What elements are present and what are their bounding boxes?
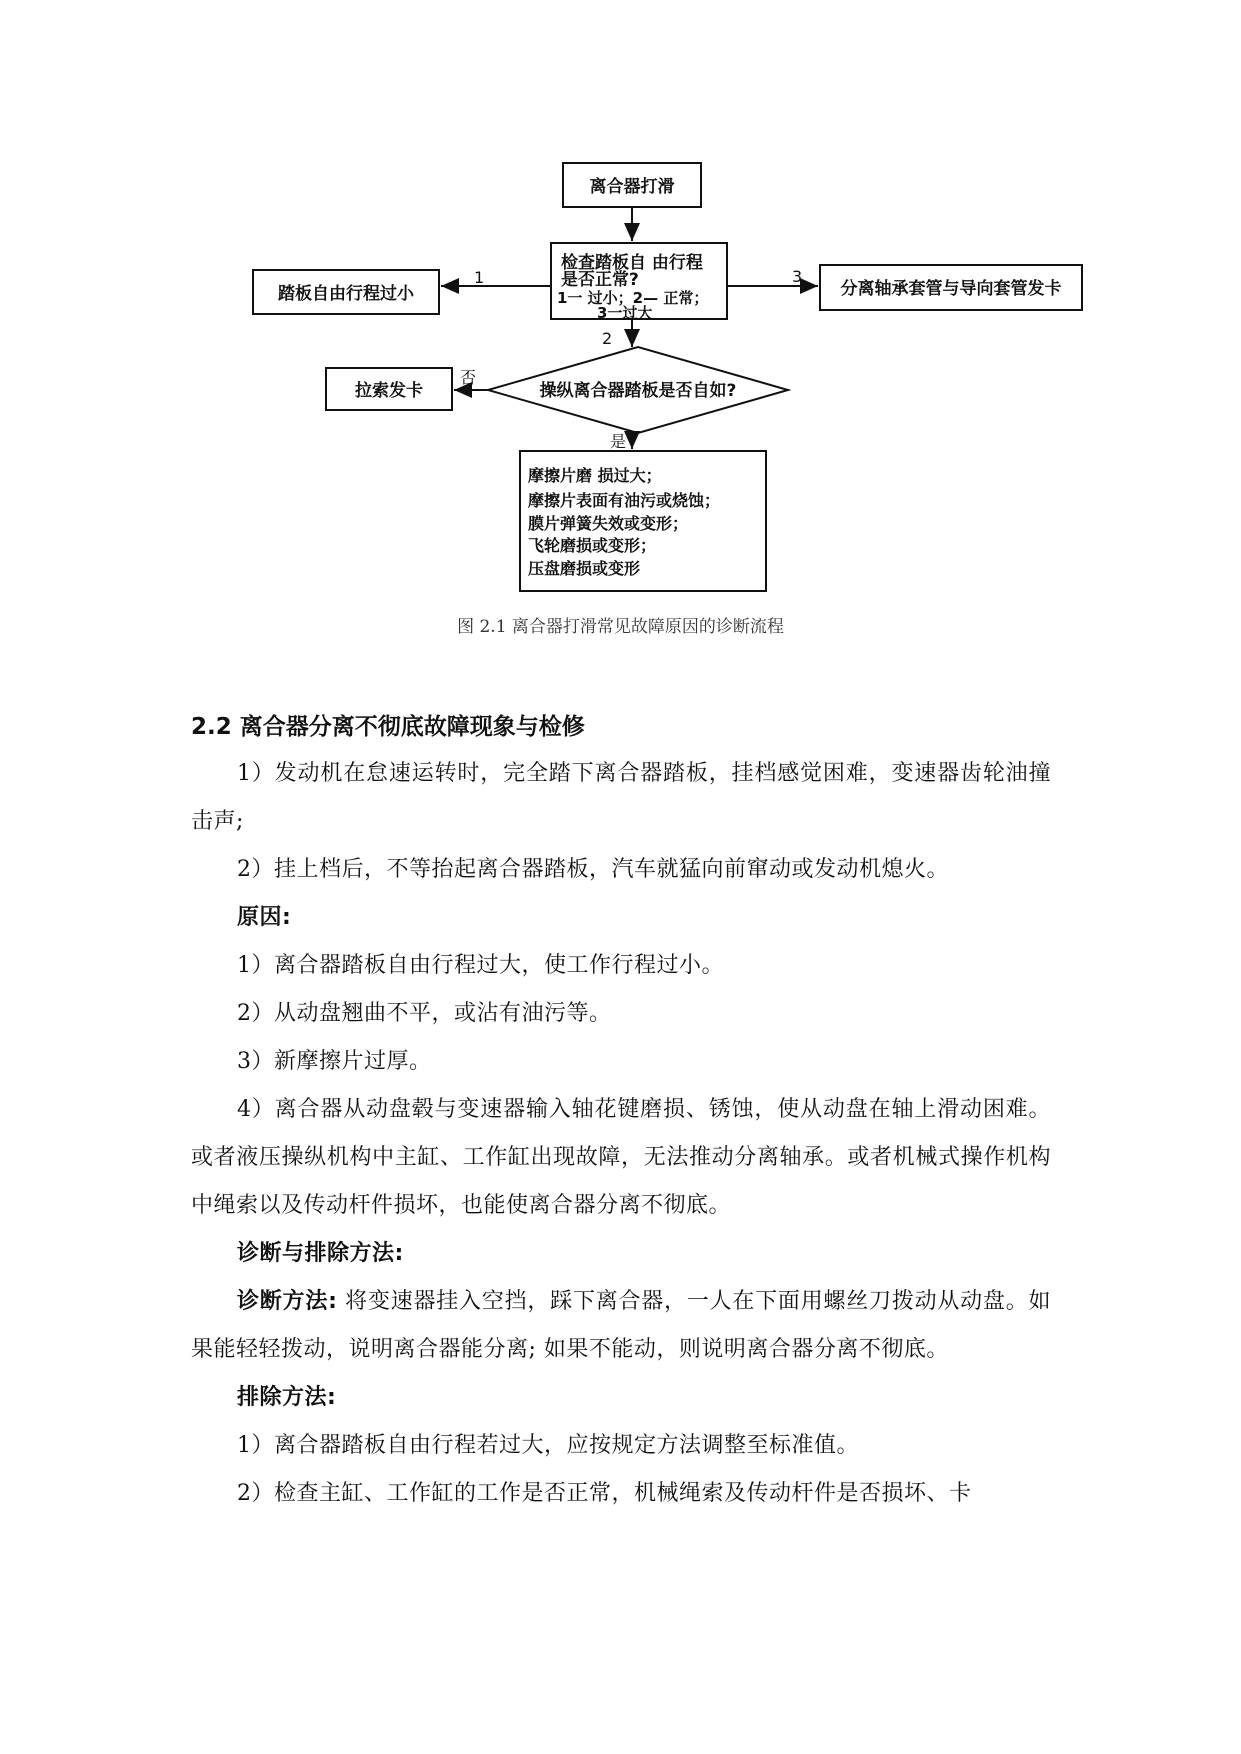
figure-caption: 图 2.1 离合器打滑常见故障原因的诊断流程 [457, 617, 784, 637]
no-result-label: 拉索发卡 [355, 381, 423, 401]
cause-4: 4）离合器从动盘毂与变速器输入轴花键磨损、锈蚀，使从动盘在轴上滑动困难。或者液压操纵机构中主缸、工作缸出现故障，无法推动分离轴承。或者机械式操作机构中绳索以及传动杆件损坏，也能使离合器分离不彻底。 [191, 1097, 1051, 1218]
edge-label-1: 1 [474, 268, 485, 287]
left-result-label: 踏板自由行程过小 [278, 284, 414, 304]
diagnosis-text: 将变速器挂入空挡，踩下离合器，一人在下面用螺丝刀拨动从动盘。如果能轻轻拨动，说明离合器能分离; 如果不能动，则说明离合器分离不彻底。 [191, 1289, 1051, 1362]
cause-line-3: 膜片弹簧失效或变形； [528, 514, 689, 533]
cause-2: 2）从动盘翘曲不平，或沾有油污等。 [237, 1001, 612, 1026]
check-line3: 1一 过小；2— 正常； [557, 289, 709, 307]
start-label: 离合器打滑 [589, 177, 675, 197]
section-body [191, 750, 1051, 1518]
cause-3: 3）新摩擦片过厚。 [237, 1049, 432, 1074]
diagnosis-flowchart [0, 0, 1241, 600]
cause-line-4: 飞轮磨损或变形； [528, 536, 657, 555]
section-heading: 2.2 离合器分离不彻底故障现象与检修 [191, 714, 585, 740]
symptom-2: 2）挂上档后，不等抬起离合器踏板，汽车就猛向前窜动或发动机熄火。 [237, 857, 949, 882]
cause-line-1: 摩擦片磨 损过大； [528, 466, 662, 485]
fix-1: 1）离合器踏板自由行程若过大，应按规定方法调整至标准值。 [237, 1433, 859, 1458]
fix-title: 排除方法: [237, 1385, 337, 1410]
causes-title: 原因: [237, 905, 292, 930]
edge-label-no: 否 [460, 368, 477, 387]
edge-label-2: 2 [602, 329, 613, 348]
check-line1: 检查踏板自 由行程 [561, 253, 703, 273]
decision-label: 操纵离合器踏板是否自如? [539, 381, 737, 401]
edge-label-yes: 是 [610, 432, 627, 451]
diagnosis-title: 诊断与排除方法: [237, 1241, 404, 1266]
cause-line-2: 摩擦片表面有油污或烧蚀； [528, 491, 721, 510]
check-line4: 3一过大 [597, 304, 653, 322]
diagnosis-paragraph [191, 1278, 1051, 1374]
diagnosis-label: 诊断方法: [237, 1289, 338, 1314]
cause-line-5: 压盘磨损或变形 [528, 559, 641, 578]
symptom-1: 1）发动机在怠速运转时，完全踏下离合器踏板，挂档感觉困难，变速器齿轮油撞击声; [191, 761, 1051, 834]
fix-2: 2）检查主缸、工作缸的工作是否正常，机械绳索及传动杆件是否损坏、卡 [237, 1481, 972, 1506]
right-result-label: 分离轴承套管与导向套管发卡 [840, 279, 1062, 299]
check-line2: 是否正常? [561, 270, 639, 290]
cause-1: 1）离合器踏板自由行程过大，使工作行程过小。 [237, 953, 724, 978]
edge-label-3: 3 [792, 267, 803, 286]
